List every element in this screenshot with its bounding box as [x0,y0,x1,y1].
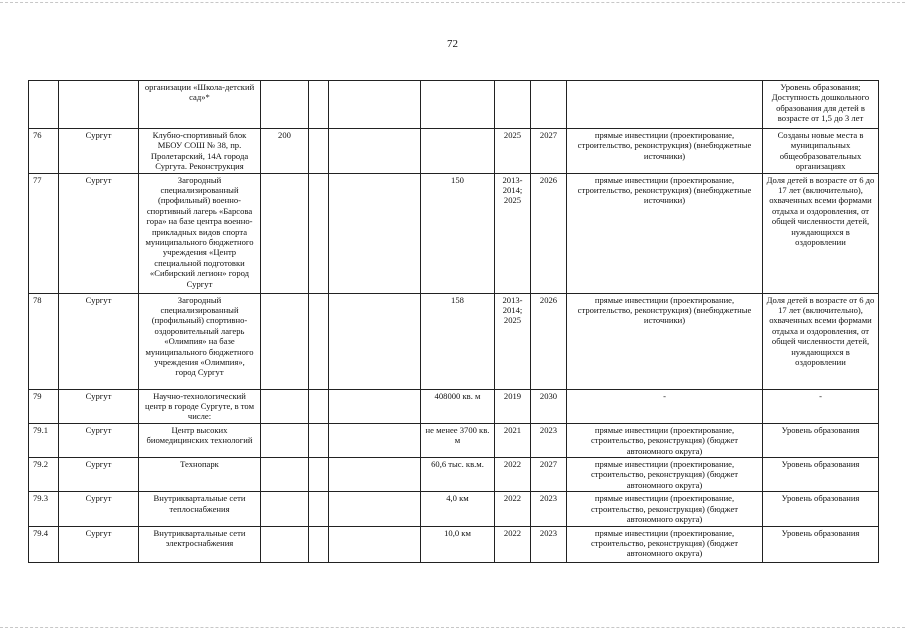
empty-cell [329,526,421,562]
object-name-cell: Клубно-спортивный блок МБОУ СОШ № 38, пр. Пролетарский, 14А города Сургута. Реконструкция [139,129,261,174]
table-row [29,81,879,129]
size-cell: 60,6 тыс. кв.м. [421,458,495,492]
investment-projects-table [28,80,879,563]
empty-cell [329,492,421,526]
result-cell: Уровень образования [763,526,879,562]
mechanism-cell: прямые инвестиции (проектирование, строительство, реконструкция) (бюджет автономного округа) [567,492,763,526]
result-cell: Доля детей в возрасте от 6 до 17 лет (включительно), охваченных всеми формами отдыха и оздоровления, от общей численности детей, нуждающихся в оздоровлении [763,173,879,293]
end-year-cell: 2027 [531,458,567,492]
result-cell: - [763,389,879,423]
row-number: 79 [29,389,59,423]
object-name-cell: Технопарк [139,458,261,492]
capacity-cell [261,458,309,492]
object-name-cell: Загородный специализированный (профильный) спортивно-оздоровительный лагерь «Олимпия» на базе муниципального бюджетного учреждения «Олимпия», город Сургут [139,293,261,389]
mechanism-cell: прямые инвестиции (проектирование, строительство, реконструкция) (бюджет автономного округа) [567,526,763,562]
empty-cell [329,129,421,174]
city-cell: Сургут [59,526,139,562]
row-number: 77 [29,173,59,293]
table-row [29,458,879,492]
mechanism-cell [567,81,763,129]
capacity-cell [261,293,309,389]
start-year-cell: 2019 [495,389,531,423]
extra-cell [309,129,329,174]
city-cell: Сургут [59,458,139,492]
end-year-cell: 2030 [531,389,567,423]
table-row [29,526,879,562]
size-cell [421,129,495,174]
start-year-cell: 2013-2014; 2025 [495,293,531,389]
capacity-cell [261,389,309,423]
row-number: 76 [29,129,59,174]
empty-cell [329,81,421,129]
row-number: 79.3 [29,492,59,526]
size-cell: 408000 кв. м [421,389,495,423]
end-year-cell: 2023 [531,526,567,562]
result-cell: Созданы новые места в муниципальных общеобразовательных организациях [763,129,879,174]
city-cell: Сургут [59,129,139,174]
capacity-cell [261,526,309,562]
result-cell: Уровень образования; Доступность дошкольного образования для детей в возрасте от 1,5 до 3 лет [763,81,879,129]
capacity-cell: 200 [261,129,309,174]
table-row [29,293,879,389]
start-year-cell: 2022 [495,492,531,526]
scan-edge-bottom [0,627,905,628]
size-cell: 150 [421,173,495,293]
extra-cell [309,293,329,389]
object-name-cell: Центр высоких биомедицинских технологий [139,423,261,457]
start-year-cell: 2022 [495,458,531,492]
size-cell: 158 [421,293,495,389]
mechanism-cell: прямые инвестиции (проектирование, строительство, реконструкция) (внебюджетные источники) [567,293,763,389]
capacity-cell [261,81,309,129]
capacity-cell [261,423,309,457]
result-cell: Уровень образования [763,458,879,492]
empty-cell [329,293,421,389]
mechanism-cell: - [567,389,763,423]
extra-cell [309,173,329,293]
result-cell: Уровень образования [763,423,879,457]
page-number: 72 [447,38,458,50]
row-number: 79.2 [29,458,59,492]
empty-cell [329,423,421,457]
extra-cell [309,81,329,129]
object-name-cell: Внутриквартальные сети электроснабжения [139,526,261,562]
object-name-cell: Научно-технологический центр в городе Сургуте, в том числе: [139,389,261,423]
start-year-cell [495,81,531,129]
start-year-cell: 2022 [495,526,531,562]
end-year-cell: 2026 [531,293,567,389]
table-row [29,492,879,526]
end-year-cell: 2023 [531,492,567,526]
end-year-cell: 2026 [531,173,567,293]
size-cell [421,81,495,129]
object-name-cell: организации «Школа-детский сад»* [139,81,261,129]
end-year-cell: 2027 [531,129,567,174]
empty-cell [329,173,421,293]
mechanism-cell: прямые инвестиции (проектирование, строительство, реконструкция) (внебюджетные источники) [567,129,763,174]
size-cell: не менее 3700 кв. м [421,423,495,457]
size-cell: 10,0 км [421,526,495,562]
table-row [29,423,879,457]
extra-cell [309,458,329,492]
city-cell: Сургут [59,492,139,526]
start-year-cell: 2025 [495,129,531,174]
capacity-cell [261,492,309,526]
table-row [29,129,879,174]
mechanism-cell: прямые инвестиции (проектирование, строительство, реконструкция) (внебюджетные источники) [567,173,763,293]
capacity-cell [261,173,309,293]
table-row [29,389,879,423]
object-name-cell: Внутриквартальные сети теплоснабжения [139,492,261,526]
empty-cell [329,389,421,423]
end-year-cell: 2023 [531,423,567,457]
city-cell: Сургут [59,423,139,457]
size-cell: 4,0 км [421,492,495,526]
city-cell [59,81,139,129]
row-number: 79.4 [29,526,59,562]
mechanism-cell: прямые инвестиции (проектирование, строительство, реконструкция) (бюджет автономного округа) [567,458,763,492]
extra-cell [309,423,329,457]
row-number: 78 [29,293,59,389]
row-number [29,81,59,129]
extra-cell [309,492,329,526]
table-row [29,173,879,293]
city-cell: Сургут [59,173,139,293]
object-name-cell: Загородный специализированный (профильный) военно-спортивный лагерь «Барсова гора» на базе центра военно-прикладных видов спорта муниципального бюджетного учреждения «Центр специальной подготовки «Сибирский легион» город Сургут [139,173,261,293]
mechanism-cell: прямые инвестиции (проектирование, строительство, реконструкция) (бюджет автономного округа) [567,423,763,457]
extra-cell [309,389,329,423]
city-cell: Сургут [59,389,139,423]
start-year-cell: 2013-2014; 2025 [495,173,531,293]
extra-cell [309,526,329,562]
end-year-cell [531,81,567,129]
empty-cell [329,458,421,492]
city-cell: Сургут [59,293,139,389]
row-number: 79.1 [29,423,59,457]
start-year-cell: 2021 [495,423,531,457]
result-cell: Уровень образования [763,492,879,526]
result-cell: Доля детей в возрасте от 6 до 17 лет (включительно), охваченных всеми формами отдыха и оздоровления, от общей численности детей, нуждающихся в оздоровлении [763,293,879,389]
scan-edge-top [0,2,905,3]
